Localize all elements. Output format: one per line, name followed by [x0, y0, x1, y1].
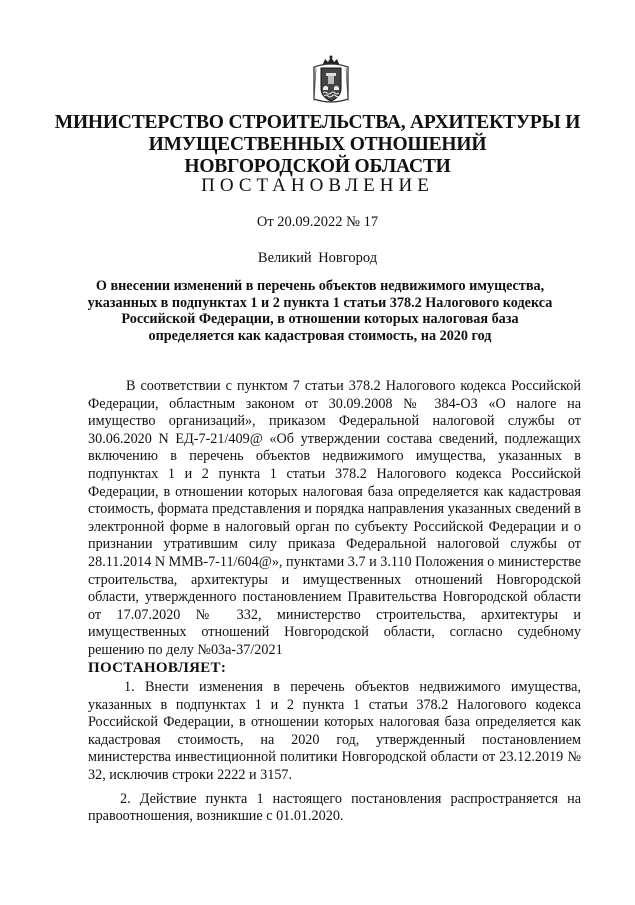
- ministry-line: НОВГОРОДСКОЙ ОБЛАСТИ: [184, 156, 451, 177]
- resolution-item-1: 1. Внести изменения в перечень объектов недвижимого имущества, указанных в подпунктах 1 и 2 пункта 1 статьи 378.2 Налогового кодекса Российской Федерации, в отношении которых налоговая база определяется как кадастровая стоимость, на 2020 год, утвержденный постановлением министерства инвестиционной политики Новгородской области от 23.12.2019 № 32, исключив строки 2222 и 3157.: [88, 679, 581, 784]
- subject-line: указанных в подпунктах 1 и 2 пункта 1 статьи 378.2 Налогового кодекса: [87, 294, 553, 311]
- subject-line: Российской Федерации, в отношении которых налоговая база: [121, 311, 519, 327]
- date-number: От 20.09.2022 № 17: [256, 214, 379, 230]
- document-type: ПОСТАНОВЛЕНИЕ: [201, 175, 434, 196]
- resolution-item-2: 2. Действие пункта 1 настоящего постановления распространяется на правоотношения, возникшие с 01.01.2020.: [88, 790, 581, 825]
- resolves-heading: ПОСТАНОВЛЯЕТ:: [88, 659, 227, 676]
- subject-line: определяется как кадастровая стоимость, на 2020 год: [148, 327, 492, 344]
- preamble-paragraph: В соответствии с пунктом 7 статьи 378.2 Налогового кодекса Российской Федерации, областным законом от 30.09.2008 № 384-ОЗ «О налоге на имущество организаций», приказом Федеральной налоговой службы от 30.06.2020 N ЕД-7-21/409@ «Об утверждении состава сведений, подлежащих включению в перечень объектов недвижимого имущества, указанных в подпунктах 1 и 2 пункта 1 статьи 378.2 Налогового кодекса Российской Федерации, в отношении которых налоговая база определяется как кадастровая стоимость, формата представления и порядка направления указанных сведений в электронной форме в налоговый орган по субъекту Российской Федерации и о признании утратившим силу приказа Федеральной налоговой службы от 28.11.2014 N ММВ-7-11/604@», пунктами 3.7 и 3.110 Положения о министерстве строительства, архитектуры и имущественных отношений Новгородской области, утвержденного постановлением Правительства Новгородской области от 17.07.2020 № 332, министерство строительства, архитектуры и имущественных отношений Новгородской области, согласно судебному решению по делу №03а-37/2021: [88, 378, 581, 658]
- document-subject: [80, 278, 560, 344]
- ministry-name: [40, 112, 595, 178]
- ministry-line: МИНИСТЕРСТВО СТРОИТЕЛЬСТВА, АРХИТЕКТУРЫ И: [54, 112, 581, 133]
- document-body: [88, 378, 581, 826]
- city: Великий Новгород: [257, 250, 378, 266]
- subject-line: О внесении изменений в перечень объектов недвижимого имущества,: [95, 278, 545, 294]
- ministry-line: ИМУЩЕСТВЕННЫХ ОТНОШЕНИЙ: [148, 134, 487, 155]
- coat-of-arms-icon: [310, 55, 352, 107]
